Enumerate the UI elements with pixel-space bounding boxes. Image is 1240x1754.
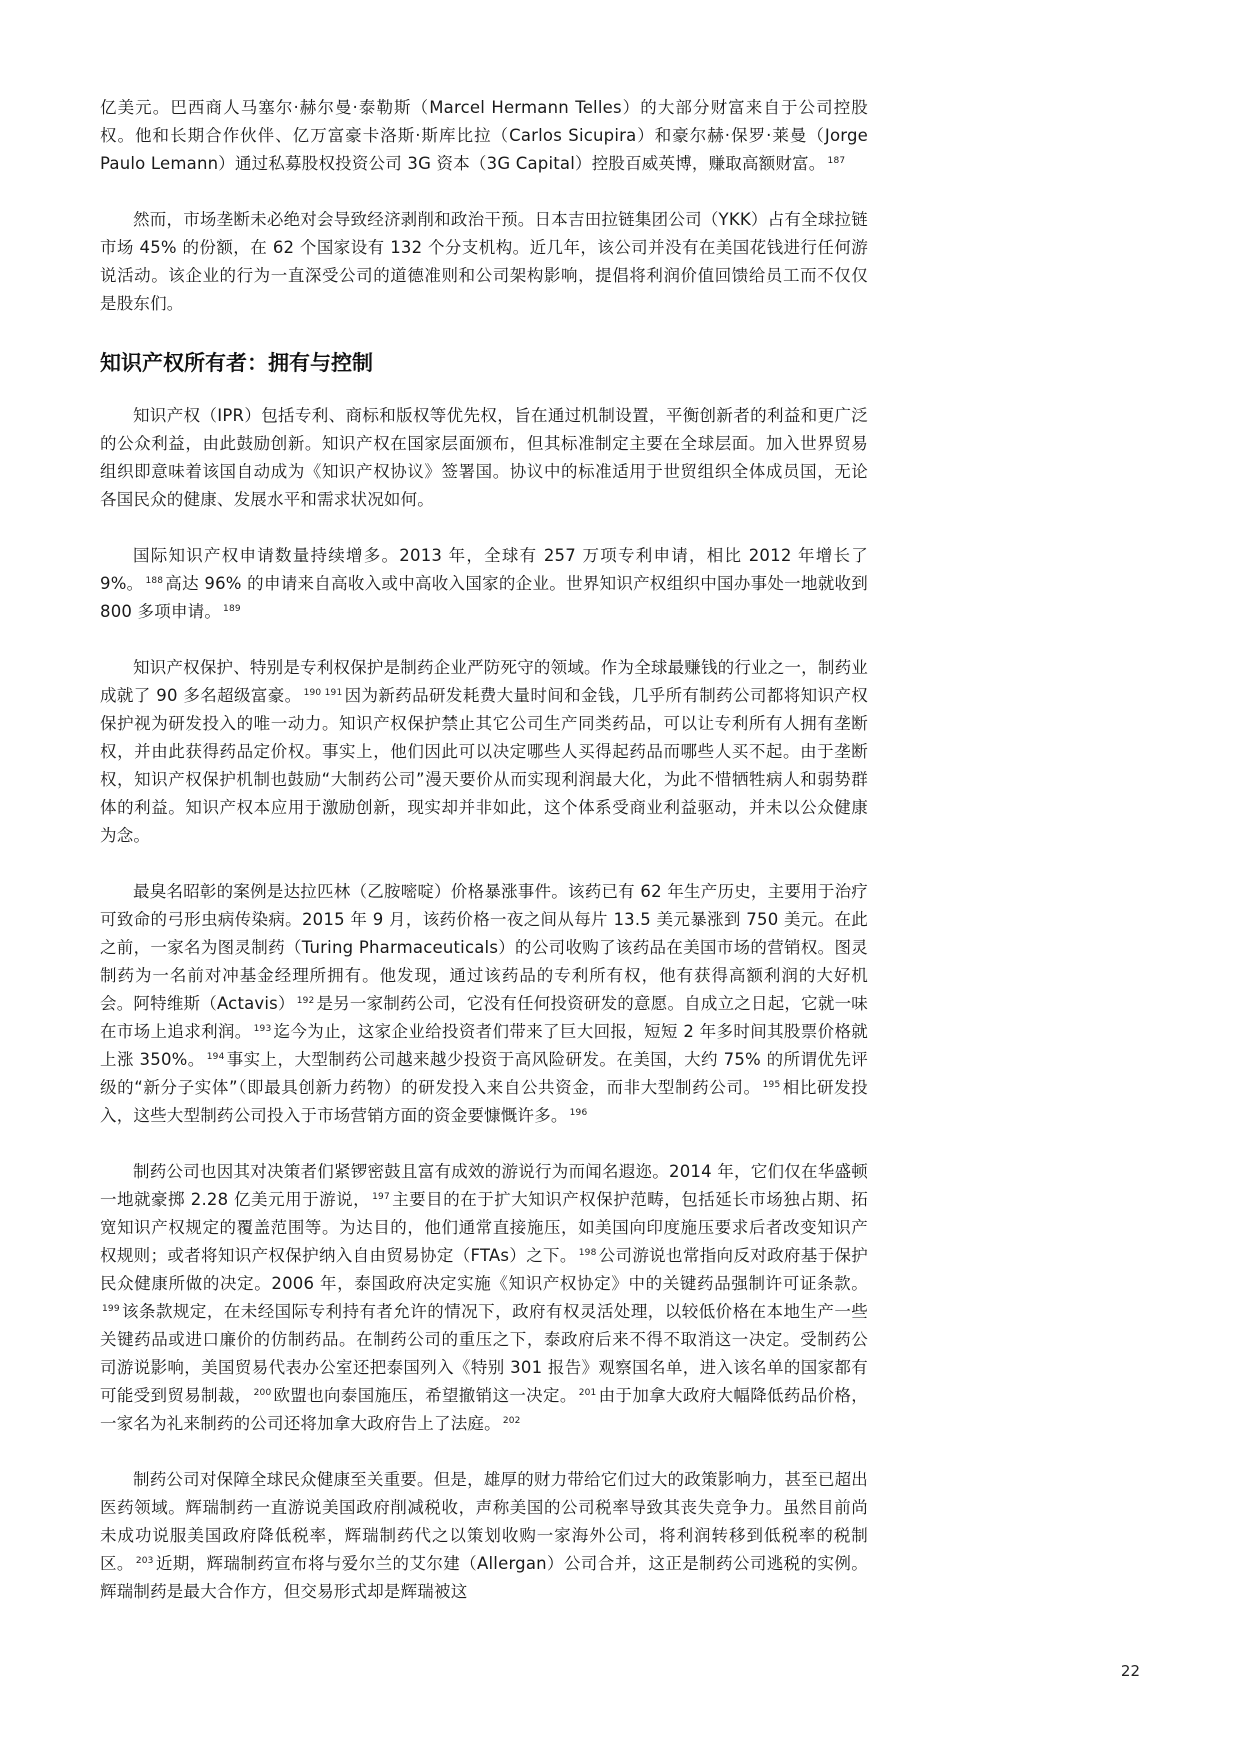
section-heading: 知识产权所有者：拥有与控制 bbox=[100, 351, 373, 375]
text-run: 近期，辉瑞制药宣布将与爱尔兰的艾尔建（Allergan）公司合并，这正是制药公司逃税的实例。辉瑞制药是最大合作方，但交易形式却是辉瑞被这 bbox=[100, 1554, 869, 1601]
page-number: 22 bbox=[1120, 1662, 1140, 1680]
footnote-ref: 200 bbox=[253, 1387, 272, 1398]
paragraph bbox=[100, 654, 868, 850]
paragraph bbox=[100, 542, 868, 626]
text-run: 然而，市场垄断未必绝对会导致经济剥削和政治干预。日本吉田拉链集团公司（YKK）占有全球拉链市场 45% 的份额，在 62 个国家设有 132 个分支机构。近几年，该公司并没有在美国花钱进行任何游说活动。该企业的行为一直深受公司的道德准则和公司架构影响，提倡将利润价值回馈给员工而不仅仅是股东们。 bbox=[100, 210, 868, 313]
footnote-ref: 203 bbox=[135, 1555, 154, 1566]
footnote-ref: 193 bbox=[253, 1023, 272, 1034]
text-run: 公司游说也常指向反对政府基于保护民众健康所做的决定。2006 年，泰国政府决定实施《知识产权协定》中的关键药品强制许可证条款。 bbox=[100, 1246, 868, 1293]
text-run: 亿美元。巴西商人马塞尔·赫尔曼·泰勒斯（Marcel Hermann Telles）的大部分财富来自于公司控股权。他和长期合作伙伴、亿万富豪卡洛斯·斯库比拉（Carlos Sicupira）和豪尔赫·保罗·莱曼（Jorge Paulo Lemann）通过私募股权投资公司 3G 资本（3G Capital）控股百威英博，赚取高额财富。 bbox=[100, 98, 868, 173]
footnote-ref: 188 bbox=[145, 575, 164, 586]
text-run: 相比研发投入，这些大型制药公司投入于市场营销方面的资金要慷慨许多。 bbox=[100, 1078, 868, 1125]
text-run: 是另一家制药公司，它没有任何投资研发的意愿。自成立之日起，它就一味在市场上追求利润。 bbox=[100, 994, 868, 1041]
paragraph bbox=[100, 1466, 868, 1606]
text-run: 迄今为止，这家企业给投资者们带来了巨大回报，短短 2 年多时间其股票价格就上涨 350%。 bbox=[100, 1022, 868, 1069]
footnote-ref: 194 bbox=[206, 1051, 225, 1062]
paragraph bbox=[100, 878, 868, 1130]
footnote-ref: 202 bbox=[502, 1415, 521, 1426]
text-run: 因为新药品研发耗费大量时间和金钱，几乎所有制药公司都将知识产权保护视为研发投入的唯一动力。知识产权保护禁止其它公司生产同类药品，可以让专利所有人拥有垄断权，并由此获得药品定价权。事实上，他们因此可以决定哪些人买得起药品而哪些人买不起。由于垄断权，知识产权保护机制也鼓励“大制药公司”漫天要价从而实现利润最大化，为此不惜牺牲病人和弱势群体的利益。知识产权本应用于激励创新，现实却并非如此，这个体系受商业利益驱动，并未以公众健康为念。 bbox=[100, 686, 868, 845]
text-run: 由于加拿大政府大幅降低药品价格，一家名为礼来制药的公司还将加拿大政府告上了法庭。 bbox=[100, 1386, 868, 1433]
footnote-ref: 190 191 bbox=[303, 687, 343, 698]
footnote-ref: 189 bbox=[223, 603, 241, 614]
text-run: 知识产权（IPR）包括专利、商标和版权等优先权，旨在通过机制设置，平衡创新者的利益和更广泛的公众利益，由此鼓励创新。知识产权在国家层面颁布，但其标准制定主要在全球层面。加入世界贸易组织即意味着该国自动成为《知识产权协议》签署国。协议中的标准适用于世贸组织全体成员国，无论各国民众的健康、发展水平和需求状况如何。 bbox=[100, 406, 868, 509]
paragraph bbox=[100, 1158, 868, 1438]
text-run: 该条款规定，在未经国际专利持有者允许的情况下，政府有权灵活处理，以较低价格在本地生产一些关键药品或进口廉价的仿制药品。在制药公司的重压之下，泰政府后来不得不取消这一决定。受制药公司游说影响，美国贸易代表办公室还把泰国列入《特别 301 报告》观察国名单，进入该名单的国家都有可能受到贸易制裁， bbox=[100, 1302, 868, 1405]
footnote-ref: 197 bbox=[372, 1191, 390, 1202]
paragraph bbox=[100, 402, 868, 514]
text-run: 制药公司对保障全球民众健康至关重要。但是，雄厚的财力带给它们过大的政策影响力，甚至已超出医药领域。辉瑞制药一直游说美国政府削减税收，声称美国的公司税率导致其丧失竞争力。虽然目前尚未成功说服美国政府降低税率，辉瑞制药代之以策划收购一家海外公司，将利润转移到低税率的税制区。 bbox=[100, 1470, 868, 1573]
text-run: 欧盟也向泰国施压，希望撤销这一决定。 bbox=[273, 1386, 577, 1405]
footnote-ref: 196 bbox=[569, 1107, 588, 1118]
text-run: 主要目的在于扩大知识产权保护范畴，包括延长市场独占期、拓宽知识产权规定的覆盖范围等。为达目的，他们通常直接施压，如美国向印度施压要求后者改变知识产权规则；或者将知识产权保护纳入自由贸易协定（FTAs）之下。 bbox=[100, 1190, 868, 1265]
footnote-ref: 195 bbox=[762, 1079, 781, 1090]
footnote-ref: 199 bbox=[102, 1303, 120, 1314]
text-run: 国际知识产权申请数量持续增多。2013 年，全球有 257 万项专利申请，相比 2012 年增长了 9%。 bbox=[100, 546, 868, 593]
document-page bbox=[100, 94, 868, 1606]
text-run: 制药公司也因其对决策者们紧锣密鼓且富有成效的游说行为而闻名遐迩。2014 年，它们仅在华盛顿一地就豪掷 2.28 亿美元用于游说， bbox=[100, 1162, 868, 1209]
text-run: 最臭名昭彰的案例是达拉匹林（乙胺嘧啶）价格暴涨事件。该药已有 62 年生产历史，主要用于治疗可致命的弓形虫病传染病。2015 年 9 月，该药价格一夜之间从每片 13.5 美元暴涨到 750 美元。在此之前，一家名为图灵制药（Turing Pharmaceuticals）的公司收购了该药品在美国市场的营销权。图灵制药为一名前对冲基金经理所拥有。他发现，通过该药品的专利所有权，他有获得高额利润的大好机会。阿特维斯（Actavis） bbox=[100, 882, 868, 1013]
footnote-ref: 187 bbox=[827, 155, 846, 166]
footnote-ref: 198 bbox=[578, 1247, 597, 1258]
text-run: 高达 96% 的申请来自高收入或中高收入国家的企业。世界知识产权组织中国办事处一地就收到 800 多项申请。 bbox=[100, 574, 868, 621]
text-run: 知识产权保护、特别是专利权保护是制药企业严防死守的领域。作为全球最赚钱的行业之一，制药业成就了 90 多名超级富豪。 bbox=[100, 658, 868, 705]
paragraph bbox=[100, 94, 868, 178]
paragraph bbox=[100, 206, 868, 318]
text-run: 事实上，大型制药公司越来越少投资于高风险研发。在美国，大约 75% 的所谓优先评级的“新分子实体”（即最具创新力药物）的研发投入来自公共资金，而非大型制药公司。 bbox=[100, 1050, 868, 1097]
footnote-ref: 192 bbox=[296, 995, 315, 1006]
footnote-ref: 201 bbox=[578, 1387, 597, 1398]
